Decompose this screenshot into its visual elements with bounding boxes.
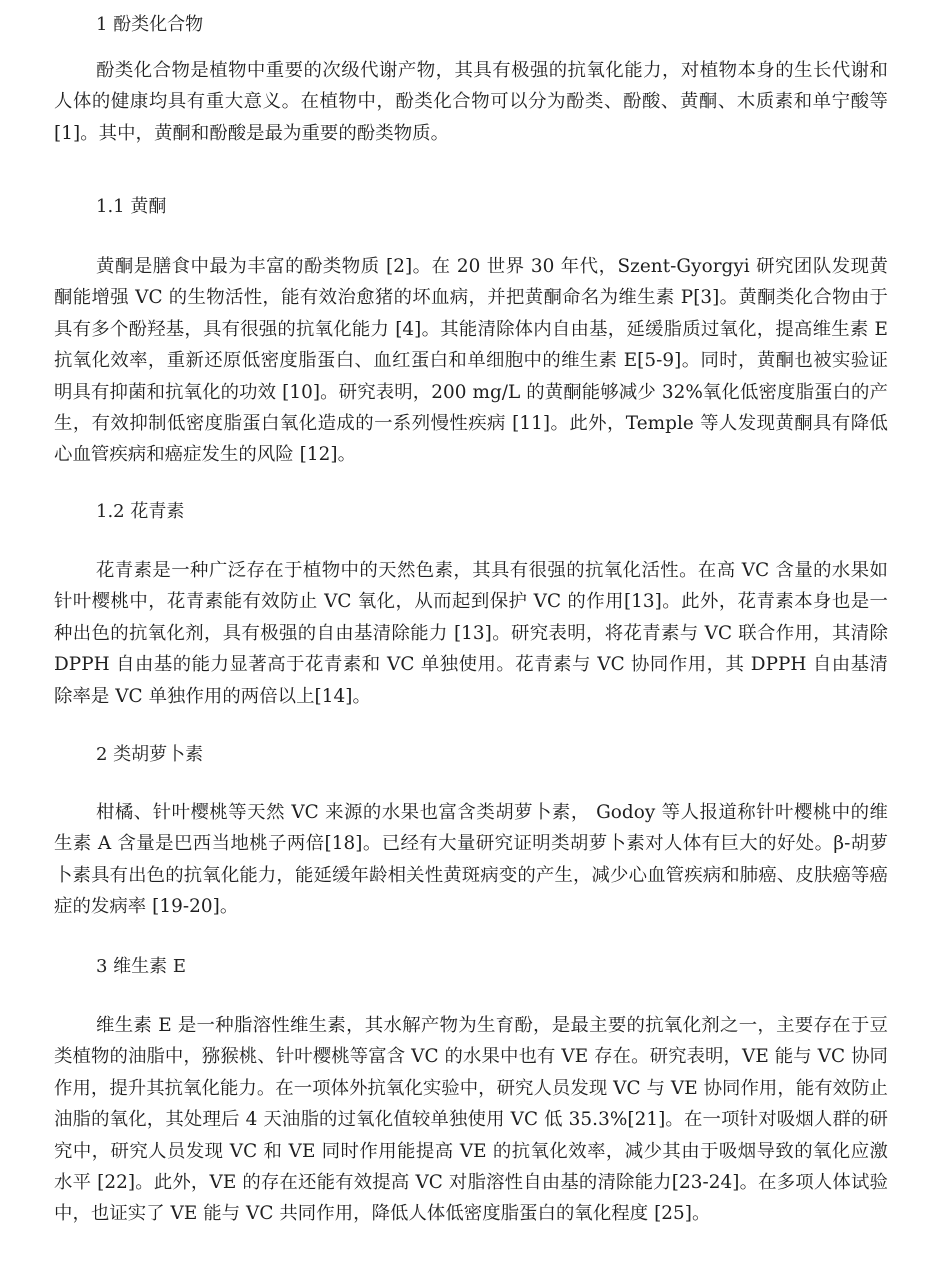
paragraph-anthocyanins: 花青素是一种广泛存在于植物中的天然色素，其具有很强的抗氧化活性。在高 VC 含量的水果如针叶樱桃中，花青素能有效防止 VC 氧化，从而起到保护 VC 的作用[13]。此外，花青素本身也是一种出色的抗氧化剂，具有极强的自由基清除能力 [13]。研究表明，将花青素与 VC 联合作用，其清除 DPPH 自由基的能力显著高于花青素和 VC 单独使用。花青素与 VC 协同作用，其 DPPH 自由基清除率是 VC 单独作用的两倍以上[14]。: [54, 560, 888, 707]
section-heading-flavonoids: 1.1 黄酮: [96, 196, 167, 217]
section-heading-phenolics: 1 酚类化合物: [96, 14, 204, 35]
paragraph-vitamin-e: 维生素 E 是一种脂溶性维生素，其水解产物为生育酚，是最主要的抗氧化剂之一，主要存在于豆类植物的油脂中，猕猴桃、针叶樱桃等富含 VC 的水果中也有 VE 存在。研究表明，VE 能与 VC 协同作用，提升其抗氧化能力。在一项体外抗氧化实验中，研究人员发现 VC 与 VE 协同作用，能有效防止油脂的氧化，其处理后 4 天油脂的过氧化值较单独使用 VC 低 35.3%[21]。在一项针对吸烟人群的研究中，研究人员发现 VC 和 VE 同时作用能提高 VE 的抗氧化效率，减少其由于吸烟导致的氧化应激水平 [22]。此外，VE 的存在还能有效提高 VC 对脂溶性自由基的清除能力[23-24]。在多项人体试验中，也证实了 VE 能与 VC 共同作用，降低人体低密度脂蛋白的氧化程度 [25]。: [54, 1015, 888, 1225]
section-heading-vitamin-e: 3 维生素 E: [96, 956, 187, 977]
paragraph-phenolics: 酚类化合物是植物中重要的次级代谢产物，其具有极强的抗氧化能力，对植物本身的生长代谢和人体的健康均具有重大意义。在植物中，酚类化合物可以分为酚类、酚酸、黄酮、木质素和单宁酸等[1]。其中，黄酮和酚酸是最为重要的酚类物质。: [54, 60, 888, 144]
paragraph-carotenoids: 柑橘、针叶樱桃等天然 VC 来源的水果也富含类胡萝卜素， Godoy 等人报道称针叶樱桃中的维生素 A 含量是巴西当地桃子两倍[18]。已经有大量研究证明类胡萝卜素对人体有巨大的好处。β-胡萝卜素具有出色的抗氧化能力，能延缓年龄相关性黄斑病变的产生，减少心血管疾病和肺癌、皮肤癌等癌症的发病率 [19-20]。: [54, 802, 888, 918]
paragraph-flavonoids: 黄酮是膳食中最为丰富的酚类物质 [2]。在 20 世界 30 年代，Szent-Gyorgyi 研究团队发现黄酮能增强 VC 的生物活性，能有效治愈猪的坏血病，并把黄酮命名为维生素 P[3]。黄酮类化合物由于具有多个酚羟基，具有很强的抗氧化能力 [4]。其能清除体内自由基，延缓脂质过氧化，提高维生素 E 抗氧化效率，重新还原低密度脂蛋白、血红蛋白和单细胞中的维生素 E[5-9]。同时，黄酮也被实验证明具有抑菌和抗氧化的功效 [10]。研究表明，200 mg/L 的黄酮能够减少 32%氧化低密度脂蛋白的产生，有效抑制低密度脂蛋白氧化造成的一系列慢性疾病 [11]。此外，Temple 等人发现黄酮具有降低心血管疾病和癌症发生的风险 [12]。: [54, 256, 888, 466]
section-heading-anthocyanins: 1.2 花青素: [96, 501, 185, 522]
section-heading-carotenoids: 2 类胡萝卜素: [96, 744, 204, 765]
